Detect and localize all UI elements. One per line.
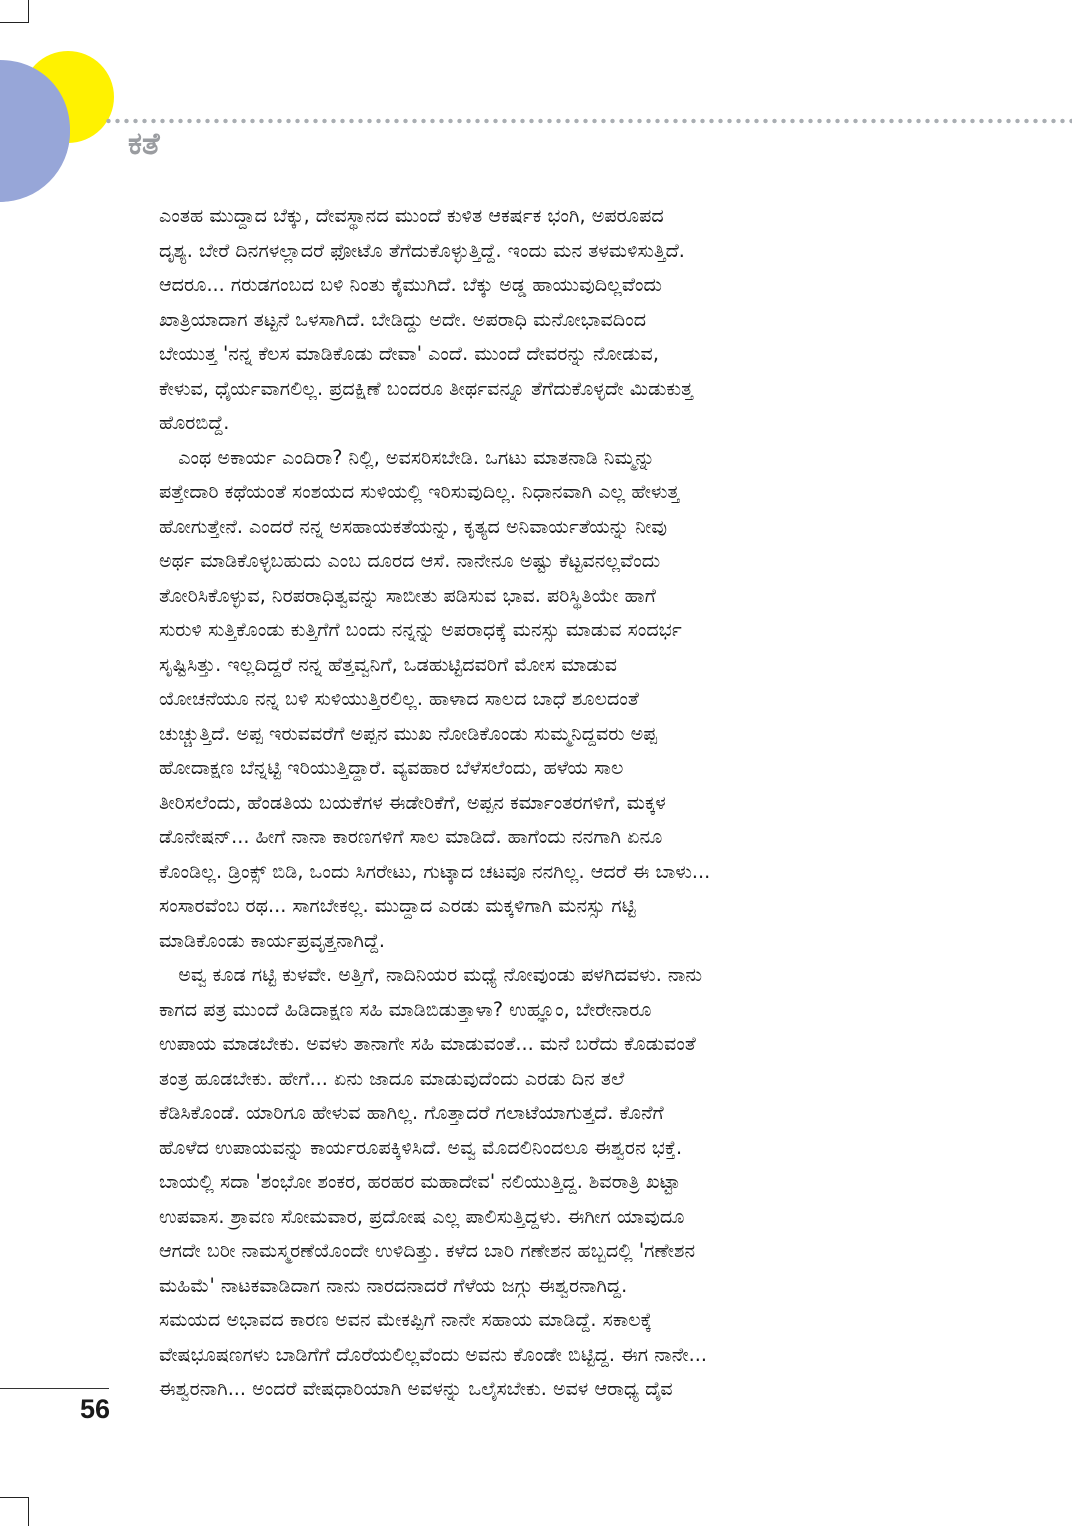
text-line: ತೋರಿಸಿಕೊಳ್ಳುವ, ನಿರಪರಾಧಿತ್ವವನ್ನು ಸಾಬೀತು ಪಡಿಸುವ ಭಾವ. ಪರಿಸ್ಥಿತಿಯೇ ಹಾಗೆ <box>159 583 656 607</box>
text-line: ಎಂಥ ಅಕಾರ್ಯ ಎಂದಿರಾ? ನಿಲ್ಲಿ, ಅವಸರಿಸಬೇಡಿ. ಒಗಟು ಮಾತನಾಡಿ ನಿಮ್ಮನ್ನು <box>159 445 655 469</box>
text-line: ವೇಷಭೂಷಣಗಳು ಬಾಡಿಗೆಗೆ ದೊರೆಯಲಿಲ್ಲವೆಂದು ಅವನು ಕೊಂಡೇ ಬಿಟ್ಟಿದ್ದ. ಈಗ ನಾನೇ... <box>159 1342 707 1366</box>
text-line: ಈಶ್ವರನಾಗಿ... ಅಂದರೆ ವೇಷಧಾರಿಯಾಗಿ ಅವಳನ್ನು ಒಲೈಸಬೇಕು. ಅವಳ ಆರಾಧ್ಯ ದೈವ <box>159 1377 673 1400</box>
text-line: ಸಮಯದ ಅಭಾವದ ಕಾರಣ ಅವನ ಮೇಕಪ್ಪಿಗೆ ನಾನೇ ಸಹಾಯ ಮಾಡಿದ್ದೆ. ಸಕಾಲಕ್ಕೆ <box>159 1308 652 1331</box>
text-line: ಮಾಡಿಕೊಂಡು ಕಾರ್ಯಪ್ರವೃತ್ತನಾಗಿದ್ದೆ. <box>159 928 386 952</box>
text-line: ಮಹಿಮೆ' ನಾಟಕವಾಡಿದಾಗ ನಾನು ನಾರದನಾದರೆ ಗೆಳೆಯ ಜಗ್ಗು ಈಶ್ವರನಾಗಿದ್ದ. <box>159 1273 628 1297</box>
text-line: ಆಗದೇ ಬರೀ ನಾಮಸ್ಮರಣೆಯೊಂದೇ ಉಳಿದಿತ್ತು. ಕಳೆದ ಬಾರಿ ಗಣೇಶನ ಹಬ್ಬದಲ್ಲಿ 'ಗಣೇಶನ <box>159 1239 696 1262</box>
text-line: ಅವ್ವ ಕೂಡ ಗಟ್ಟಿ ಕುಳವೇ. ಅತ್ತಿಗೆ, ನಾದಿನಿಯರ ಮಧ್ಯೆ ನೋವುಂಡು ಪಳಗಿದವಳು. ನಾನು <box>159 963 703 986</box>
text-line: ಕೆಡಿಸಿಕೊಂಡೆ. ಯಾರಿಗೂ ಹೇಳುವ ಹಾಗಿಲ್ಲ. ಗೊತ್ತಾದರೆ ಗಲಾಟೆಯಾಗುತ್ತದೆ. ಕೊನೆಗೆ <box>159 1101 664 1124</box>
text-line: ಸಂಸಾರವೆಂಬ ರಥ... ಸಾಗಬೇಕಲ್ಲ. ಮುದ್ದಾದ ಎರಡು ಮಕ್ಕಳಿಗಾಗಿ ಮನಸ್ಸು ಗಟ್ಟಿ <box>159 894 636 917</box>
section-title: ಕತೆ <box>128 126 160 162</box>
dotted-rule <box>104 118 1072 124</box>
text-line: ತಂತ್ರ ಹೂಡಬೇಕು. ಹೇಗೆ... ಏನು ಜಾದೂ ಮಾಡುವುದೆಂದು ಎರಡು ದಿನ ತಲೆ <box>159 1066 625 1090</box>
text-line: ಎಂತಹ ಮುದ್ದಾದ ಬೆಕ್ಕು, ದೇವಸ್ಥಾನದ ಮುಂದೆ ಕುಳಿತ ಆಕರ್ಷಕ ಭಂಗಿ, ಅಪರೂಪದ <box>159 204 664 227</box>
crop-mark-top <box>0 0 29 23</box>
text-line: ಆದರೂ... ಗರುಡಗಂಬದ ಬಳಿ ನಿಂತು ಕೈಮುಗಿದೆ. ಬೆಕ್ಕು ಅಡ್ಡ ಹಾಯುವುದಿಲ್ಲವೆಂದು <box>159 273 662 296</box>
text-line: ಕೇಳುವ, ಧೈರ್ಯವಾಗಲಿಲ್ಲ. ಪ್ರದಕ್ಷಿಣೆ ಬಂದರೂ ತೀರ್ಥವನ್ನೂ ತೆಗೆದುಕೊಳ್ಳದೇ ಮಿಡುಕುತ್ತ <box>159 376 693 400</box>
text-line: ಖಾತ್ರಿಯಾದಾಗ ತಟ್ಟನೆ ಒಳಸಾಗಿದೆ. ಬೇಡಿದ್ದು ಅದೇ. ಅಪರಾಧಿ ಮನೋಭಾವದಿಂದ <box>159 307 647 331</box>
footer-rule <box>0 1388 109 1389</box>
text-line: ಹೊಳೆದ ಉಪಾಯವನ್ನು ಕಾರ್ಯರೂಪಕ್ಕಿಳಿಸಿದೆ. ಅವ್ವ ಮೊದಲಿನಿಂದಲೂ ಈಶ್ವರನ ಭಕ್ತೆ. <box>159 1135 683 1159</box>
text-line: ಹೊರಬಿದ್ದೆ. <box>159 411 230 434</box>
text-line: ಯೋಚನೆಯೂ ನನ್ನ ಬಳಿ ಸುಳಿಯುತ್ತಿರಲಿಲ್ಲ. ಹಾಳಾದ ಸಾಲದ ಬಾಧೆ ಶೂಲದಂತೆ <box>159 687 639 710</box>
text-line: ಸೃಷ್ಟಿಸಿತ್ತು. ಇಲ್ಲದಿದ್ದರೆ ನನ್ನ ಹೆತ್ತವ್ವನಿಗೆ, ಒಡಹುಟ್ಟಿದವರಿಗೆ ಮೋಸ ಮಾಡುವ <box>159 652 618 676</box>
text-line: ಹೋಗುತ್ತೇನೆ. ಎಂದರೆ ನನ್ನ ಅಸಹಾಯಕತೆಯನ್ನು, ಕೃತ್ಯದ ಅನಿವಾರ್ಯತೆಯನ್ನು ನೀವು <box>159 514 668 538</box>
text-line: ಡೊನೇಷನ್... ಹೀಗೆ ನಾನಾ ಕಾರಣಗಳಿಗೆ ಸಾಲ ಮಾಡಿದೆ. ಹಾಗೆಂದು ನನಗಾಗಿ ಏನೂ <box>159 825 663 848</box>
text-line: ತೀರಿಸಲೆಂದು, ಹೆಂಡತಿಯ ಬಯಕೆಗಳ ಈಡೇರಿಕೆಗೆ, ಅಪ್ಪನ ಕರ್ಮಾಂತರಗಳಿಗೆ, ಮಕ್ಕಳ <box>159 790 666 814</box>
text-line: ಚುಚ್ಚುತ್ತಿದೆ. ಅಪ್ಪ ಇರುವವರೆಗೆ ಅಪ್ಪನ ಮುಖ ನೋಡಿಕೊಂಡು ಸುಮ್ಮನಿದ್ದವರು ಅಪ್ಪ <box>159 721 658 745</box>
story-body <box>159 199 911 1407</box>
text-line: ಅರ್ಥ ಮಾಡಿಕೊಳ್ಳಬಹುದು ಎಂಬ ದೂರದ ಆಸೆ. ನಾನೇನೂ ಅಷ್ಟು ಕೆಟ್ಟವನಲ್ಲವೆಂದು <box>159 549 661 572</box>
text-line: ಕೊಂಡಿಲ್ಲ. ಡ್ರಿಂಕ್ಸ್ ಬಿಡಿ, ಒಂದು ಸಿಗರೇಟು, ಗುಟ್ಕಾದ ಚಟವೂ ನನಗಿಲ್ಲ. ಆದರೆ ಈ ಬಾಳು... <box>159 859 711 883</box>
text-line: ಹೋದಾಕ್ಷಣ ಬೆನ್ನಟ್ಟಿ ಇರಿಯುತ್ತಿದ್ದಾರೆ. ವ್ಯವಹಾರ ಬೆಳೆಸಲೆಂದು, ಹಳೆಯ ಸಾಲ <box>159 756 624 779</box>
text-line: ಉಪವಾಸ. ಶ್ರಾವಣ ಸೋಮವಾರ, ಪ್ರದೋಷ ಎಲ್ಲ ಪಾಲಿಸುತ್ತಿದ್ದಳು. ಈಗೀಗ ಯಾವುದೂ <box>159 1204 685 1228</box>
text-line: ಕಾಗದ ಪತ್ರ ಮುಂದೆ ಹಿಡಿದಾಕ್ಷಣ ಸಹಿ ಮಾಡಿಬಿಡುತ್ತಾಳಾ? ಉಹ್ಞೂಂ, ಬೇರೇನಾರೂ <box>159 997 652 1021</box>
text-line: ಪತ್ತೇದಾರಿ ಕಥೆಯಂತೆ ಸಂಶಯದ ಸುಳಿಯಲ್ಲಿ ಇರಿಸುವುದಿಲ್ಲ. ನಿಧಾನವಾಗಿ ಎಲ್ಲ ಹೇಳುತ್ತ <box>159 480 680 503</box>
page-number: 56 <box>80 1394 111 1424</box>
decorative-circles <box>0 40 130 220</box>
text-line: ಬೇಯುತ್ತ 'ನನ್ನ ಕೆಲಸ ಮಾಡಿಕೊಡು ದೇವಾ' ಎಂದೆ. ಮುಂದೆ ದೇವರನ್ನು ನೋಡುವ, <box>159 342 659 365</box>
text-line: ಬಾಯಲ್ಲಿ ಸದಾ 'ಶಂಭೋ ಶಂಕರ, ಹರಹರ ಮಹಾದೇವ' ನಲಿಯುತ್ತಿದ್ದ. ಶಿವರಾತ್ರಿ ಖಟ್ಟಾ <box>159 1170 681 1193</box>
text-line: ಉಪಾಯ ಮಾಡಬೇಕು. ಅವಳು ತಾನಾಗೇ ಸಹಿ ಮಾಡುವಂತೆ... ಮನೆ ಬರೆದು ಕೊಡುವಂತೆ <box>159 1032 696 1055</box>
text-line: ಸುರುಳಿ ಸುತ್ತಿಕೊಂಡು ಕುತ್ತಿಗೆಗೆ ಬಂದು ನನ್ನನ್ನು ಅಪರಾಧಕ್ಕೆ ಮನಸ್ಸು ಮಾಡುವ ಸಂದರ್ಭ <box>159 618 682 641</box>
text-line: ದೃಶ್ಯ. ಬೇರೆ ದಿನಗಳಲ್ಲಾದರೆ ಫೋಟೊ ತೆಗೆದುಕೊಳ್ಳುತ್ತಿದ್ದೆ. ಇಂದು ಮನ ತಳಮಳಿಸುತ್ತಿದೆ. <box>159 238 685 262</box>
crop-mark-bottom <box>0 1497 29 1526</box>
